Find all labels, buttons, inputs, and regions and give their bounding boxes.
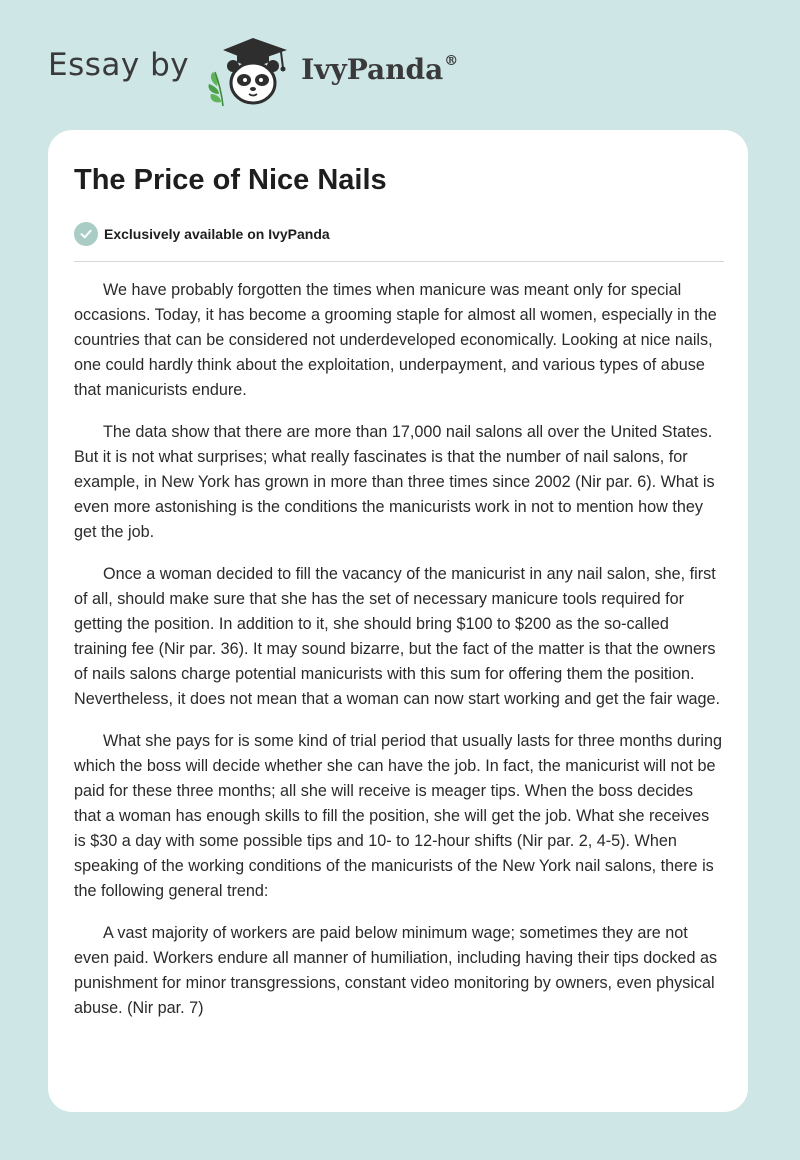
paragraph: Once a woman decided to fill the vacancy of the manicurist in any nail salon, she, first of all, should make sure that she has the set of necessary manicure tools required for getting the position. In addition to it, she should bring $100 to $200 as the so-called training fee (Nir par. 36). It may sound bizarre, but the fact of the matter is that the owners of nails salons charge potential manicurists with this sum for offering them the position. Nevertheless, it does not mean that a woman can now start working and get the fair wage.	[74, 565, 721, 708]
registered-mark: ®	[444, 52, 459, 69]
exclusive-badge	[74, 222, 330, 246]
check-icon	[74, 222, 98, 246]
paragraph: What she pays for is some kind of trial period that usually lasts for three months during which the boss will decide whether she can have the job. In fact, the manicurist will not be paid for these three months; all she will receive is meager tips. When the boss decides that a woman has enough skills to fill the position, she will get the job. What she receives is $30 a day with some possible tips and 10- to 12-hour shifts (Nir par. 2, 4-5). When speaking of the working conditions of the manicurists of the New York nail salons, there is the following general trend:	[74, 732, 723, 900]
paragraph: A vast majority of workers are paid below minimum wage; sometimes they are not even paid. Workers endure all manner of humiliation, including having their tips docked as punishment for minor transgressions, constant video monitoring by owners, even physical abuse. (Nir par. 7)	[74, 924, 718, 1017]
brand-header[interactable]	[48, 28, 508, 108]
paragraph: We have probably forgotten the times when manicure was meant only for special occasions. Today, it has become a grooming staple for almost all women, especially in the countries that can be considered not underdeveloped economically. Looking at nice nails, one could hardly think about the exploitation, underpayment, and various types of abuse that manicurists endure.	[74, 281, 717, 399]
essay-body	[74, 278, 724, 1038]
panda-graduate-icon	[203, 28, 297, 108]
paragraph: The data show that there are more than 17,000 nail salons all over the United States. But it is not what surprises; what really fascinates is that the number of nail salons, for example, in New York has grown in more than three times since 2002 (Nir par. 6). What is even more astonishing is the conditions the manicurists work in not to mention how they get the job.	[74, 423, 715, 541]
essay-title: The Price of Nice Nails	[74, 164, 387, 196]
exclusive-badge-text: Exclusively available on IvyPanda	[104, 226, 330, 242]
divider	[74, 261, 724, 262]
essay-card	[48, 130, 748, 1112]
brand-name: IvyPanda®	[301, 52, 459, 86]
essay-by-label: Essay by	[48, 47, 190, 83]
